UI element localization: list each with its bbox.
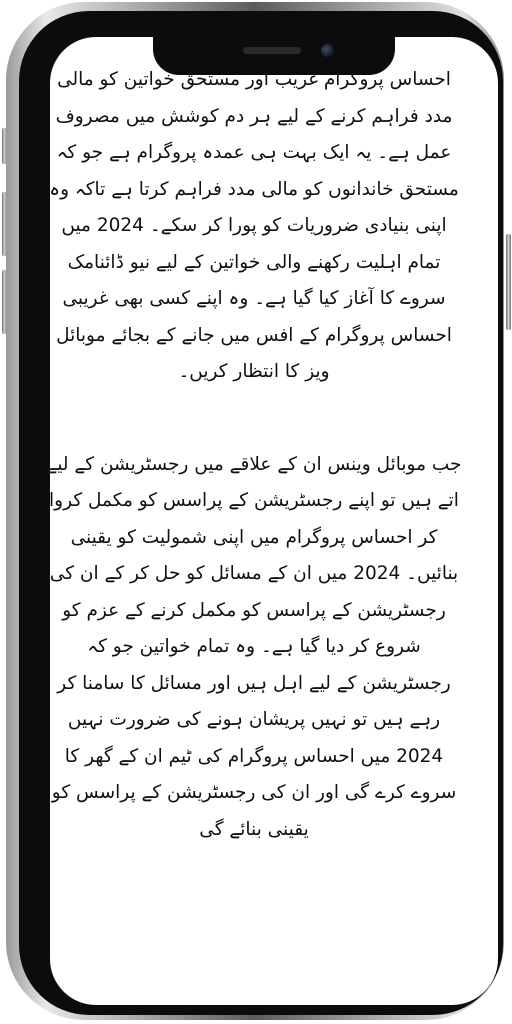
camera-icon	[321, 44, 334, 57]
paragraph-1: احساس پروگرام غریب اور مستحق خواتین کو مالی مدد فراہم کرنے کے لیے ہر دم کوشش میں مصروف عمل ہے۔ یہ ایک بہت ہی عمدہ پروگرام ہے جو کہ مستحق خاندانوں کو مالی مدد فراہم کرتا ہے تاکہ وہ اپنی بنیادی ضروریات کو پورا کر سکے۔ 2024 میں تمام اہلیت رکھنے والی خواتین کے لیے نیو ڈائنامک سروے کا آغاز کیا گیا ہے۔ وہ اپنے کسی بھی غریبی احساس پروگرام کے افس میں جانے کے بجائے موبائل ویز کا انتظار کریں۔	[49, 69, 459, 382]
article-text	[42, 62, 466, 982]
speaker-grille	[243, 47, 301, 54]
power-button	[506, 234, 511, 330]
paragraph-2: جب موبائل وینس ان کے علاقے میں رجسٹریشن کے لیے اتے ہیں تو اپنے رجسٹریشن کے پراسس کو مکمل کروا کر احساس پروگرام میں اپنی شمولیت کو یقینی بنائیں۔ 2024 میں ان کے مسائل کو حل کر کے ان کی رجسٹریشن کے پراسس کو مکمل کرنے کے عزم کو شروع کر دیا گیا ہے۔ وہ تمام خواتین جو کہ رجسٹریشن کے لیے اہل ہیں اور مسائل کا سامنا کر رہے ہیں تو نہیں پریشان ہونے کی ضرورت نہیں 2024 میں احساس پروگرام کی ٹیم ان کے گھر کا سروے کرے گی اور ان کی رجسٹریشن کے پراسس کو یقینی بنائے گی	[46, 453, 462, 840]
